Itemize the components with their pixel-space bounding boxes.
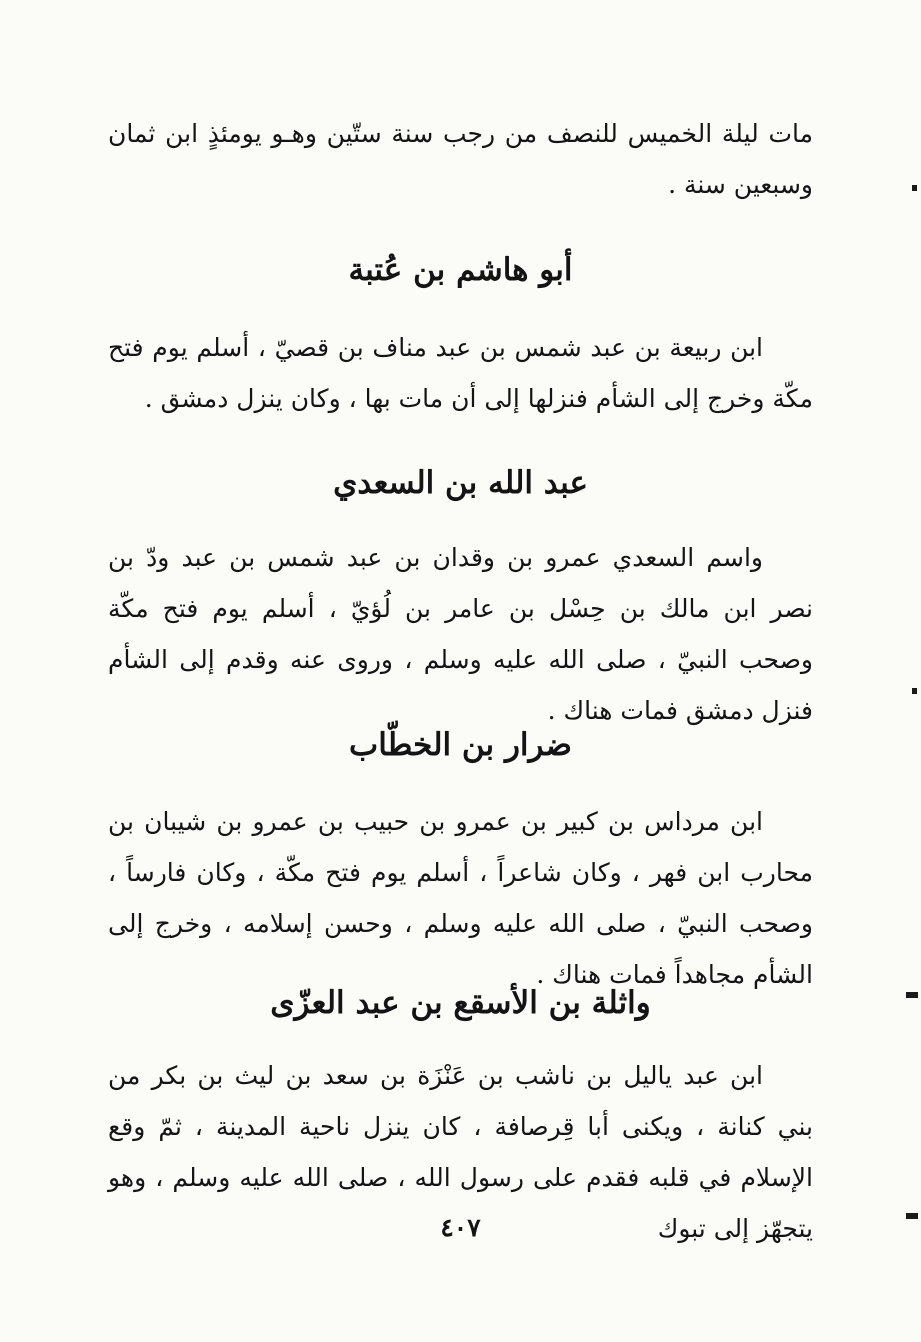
scan-edge-mark [906,992,918,998]
scan-edge-mark [906,1213,918,1219]
entry-heading-abu-hashim: أبو هاشم بن عُتبة [348,252,573,288]
entry-heading-wathila: واثلة بن الأسقع بن عبد العزّى [270,985,651,1021]
scan-edge-mark [912,185,917,191]
entry-text-dirar: ابن مرداس بن كبير بن عمرو بن حبيب بن عمرو بن شيبان بن محارب ابن فهر ، وكان شاعراً ، أسلم يوم فتح مكّة ، وكان فارساً ، وصحب النبيّ ، صلى الله عليه وسلم ، وحسن إسلامه ، وخرج إلى الشأم مجاهداً فمات هناك . [108,807,813,989]
entry-heading-abdullah-saadi: عبد الله بن السعدي [333,465,588,501]
entry-heading-dirar: ضرار بن الخطّاب [349,727,572,763]
intro-paragraph: مات ليلة الخميس للنصف من رجب سنة ستّين وهـو يومئذٍ ابن ثمان وسبعين سنة . [108,119,813,199]
entry-text-abdullah-saadi: واسم السعدي عمرو بن وقدان بن عبد شمس بن عبد ودّ بن نصر ابن مالك بن حِسْل بن عامر بن لُؤيّ ، أسلم يوم فتح مكّة وصحب النبيّ ، صلى الله عليه وسلم ، وروى عنه وقدم إلى الشأم فنزل دمشق فمات هناك . [108,543,813,725]
entry-text-abu-hashim: ابن ربيعة بن عبد شمس بن عبد مناف بن قصيّ ، أسلم يوم فتح مكّة وخرج إلى الشأم فنزلها إلى أن مات بها ، وكان ينزل دمشق . [108,333,813,413]
scan-edge-mark [912,688,917,694]
entry-text-wathila: ابن عبد ياليل بن ناشب بن عَنْزَة بن سعد بن ليث بن بكر من بني كنانة ، ويكنى أبا قِرصافة ، كان ينزل ناحية المدينة ، ثمّ وقع الإسلام في قلبه فقدم على رسول الله ، صلى الله عليه وسلم ، وهو يتجهّز إلى تبوك [108,1061,813,1243]
page-number: ٤٠٧ [440,1213,481,1242]
